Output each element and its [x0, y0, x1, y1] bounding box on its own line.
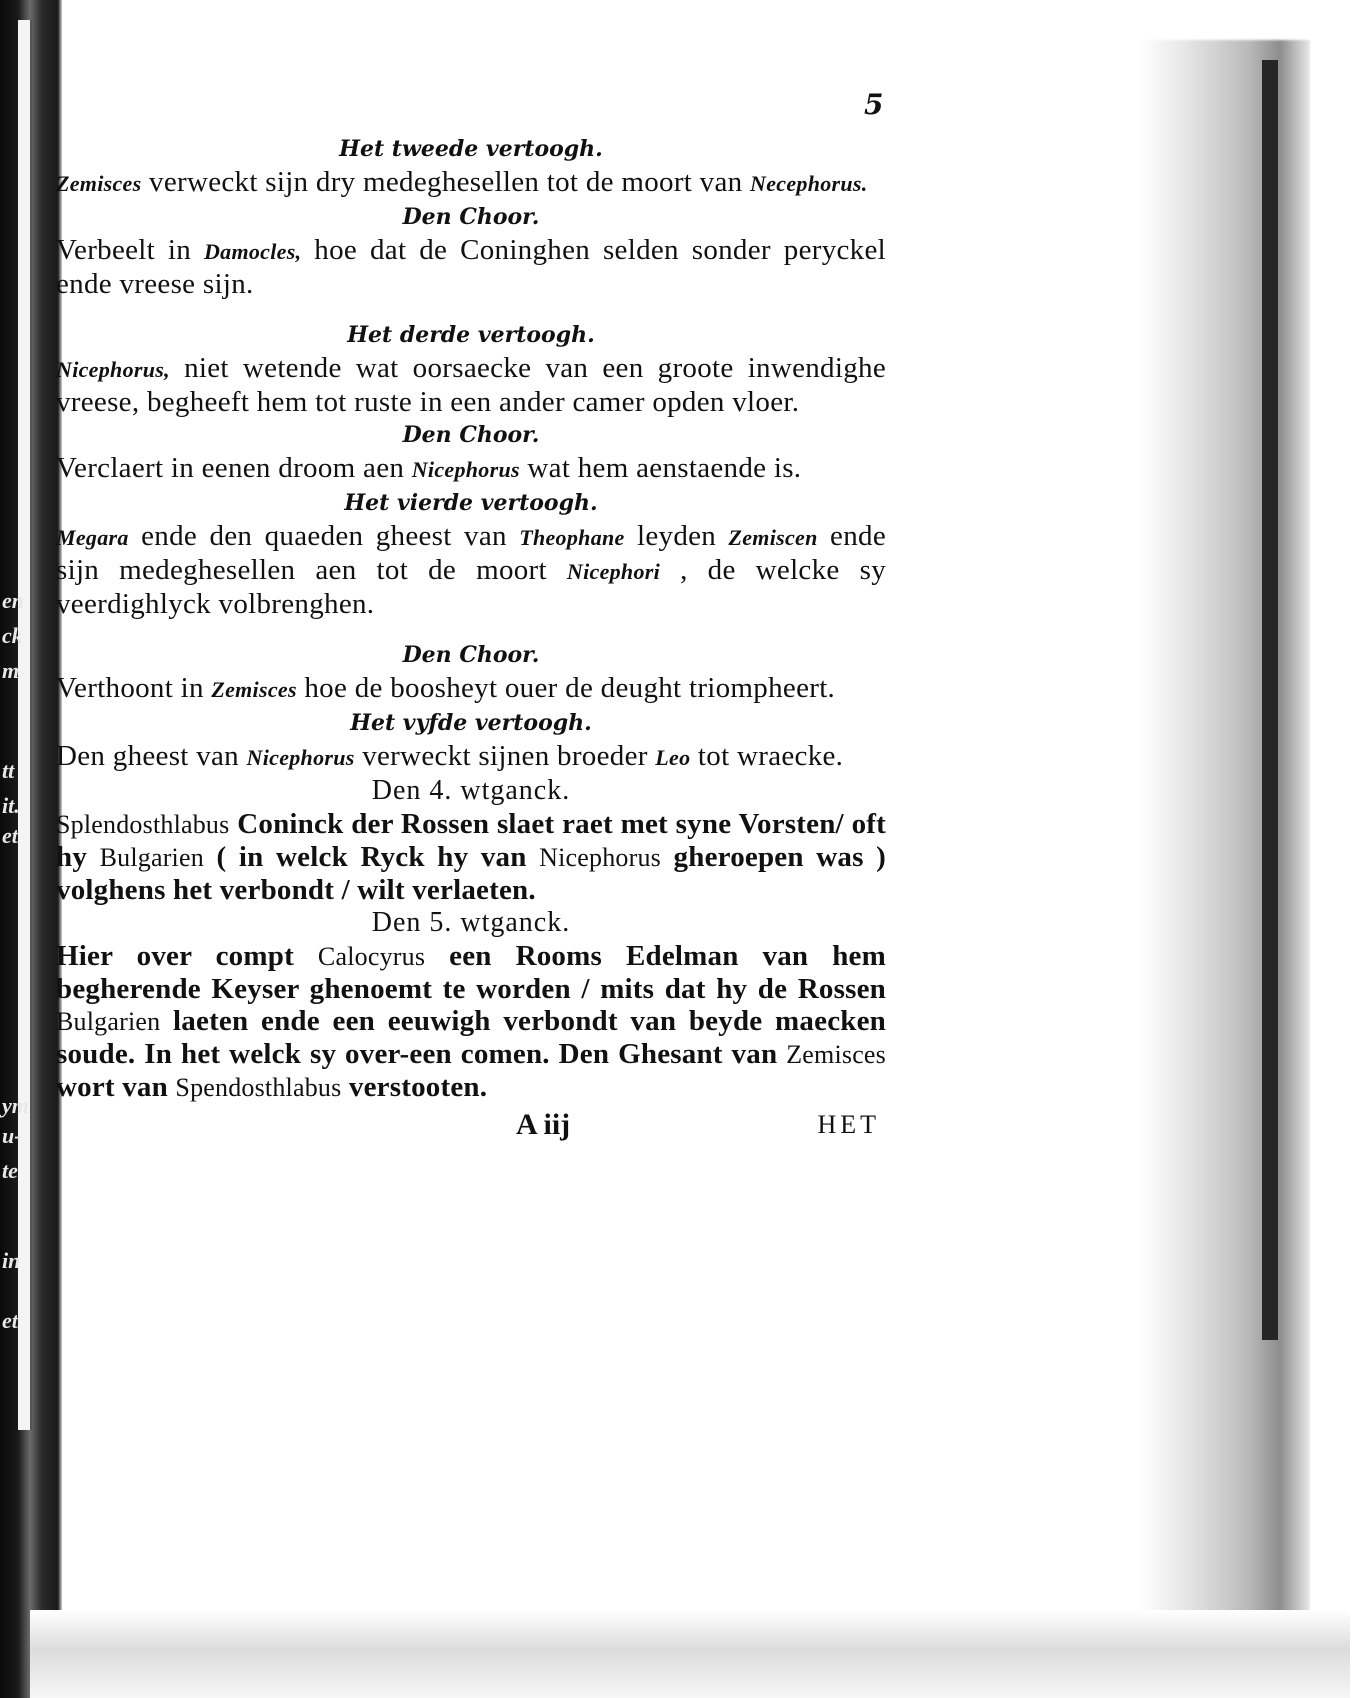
heading-vierde-vertoogh: Het vierde vertoogh. [344, 490, 598, 516]
name-necephorus: Necephorus. [750, 171, 868, 196]
paragraph-vierde-vertoogh [56, 520, 886, 620]
name-bulgarien: Bulgarien [56, 1007, 161, 1036]
facing-page-fragment: ck [2, 623, 23, 648]
paragraph-text: verstooten. [341, 1071, 488, 1103]
name-nicephorus: Nicephorus [411, 457, 520, 482]
paragraph-text: Hier over compt [56, 940, 318, 972]
paragraph-text: Verbeelt in [56, 234, 204, 266]
paragraph-text: leyden [624, 520, 729, 552]
paragraph-4-wtganck [56, 808, 886, 906]
facing-page-fragment: en [2, 588, 24, 613]
name-megara: Megara [56, 525, 129, 550]
heading-tweede-vertoogh: Het tweede vertoogh. [339, 136, 603, 162]
page-footer [56, 1108, 886, 1148]
name-nicephori: Nicephori [566, 559, 661, 584]
name-leo: Leo [655, 745, 691, 770]
name-zemisces: Zemisces [786, 1040, 886, 1069]
paragraph-text: ende den quaeden gheest van [128, 520, 520, 552]
page-edge [1140, 40, 1310, 1640]
paragraph-text: gheroepen was ) volghens het verbondt / wilt verlaeten. [56, 841, 886, 906]
heading-vyfde-vertoogh: Het vyfde vertoogh. [350, 710, 592, 736]
paragraph-choor-1 [56, 234, 886, 300]
facing-page-fragment: et [2, 823, 18, 848]
facing-page-fragment: et [2, 1308, 18, 1333]
paragraph-text: tot wraecke. [690, 740, 844, 772]
paragraph-choor-3 [56, 672, 886, 706]
heading-choor-1: Den Choor. [402, 204, 540, 230]
name-nicephorus: Nicephorus [246, 745, 355, 770]
name-zemisces: Zemisces [211, 677, 297, 702]
paragraph-text: Coninck der Rossen slaet raet met syne Vorsten/ oft hy [56, 808, 886, 873]
paragraph-text: verweckt sijnen broeder [354, 740, 656, 772]
name-bulgarien: Bulgarien [99, 843, 204, 872]
bottom-shadow [30, 1610, 1350, 1698]
facing-page-fragment: m [2, 658, 20, 683]
name-zemiscen: Zemiscen [728, 525, 818, 550]
catchword: HET [817, 1110, 880, 1139]
paragraph-text: een Rooms Edelman van hem begherende Keyser ghenoemt te worden / mits dat hy de Rossen [56, 940, 886, 1005]
heading-4-wtganck: Den 4. wtganck. [371, 775, 571, 806]
page-text [56, 80, 886, 1148]
paragraph-text: Den gheest van [56, 740, 247, 772]
paragraph-text: hoe de boosheyt ouer de deught triompheert. [296, 672, 836, 704]
name-zemisces: Zemisces [56, 171, 142, 196]
heading-choor-3: Den Choor. [402, 642, 540, 668]
name-splendosthlabus: Splendosthlabus [56, 810, 230, 839]
paragraph-text: ende sijn medeghesellen aen tot de moort [56, 520, 887, 586]
paragraph-text: niet wetende wat oorsaecke van een groote inwendighe vreese, begheeft hem tot ruste in een ander camer opden vloer. [56, 352, 886, 418]
page-number: 5 [864, 88, 884, 121]
name-spendosthlabus: Spendosthlabus [175, 1073, 342, 1102]
paragraph-text: , de welcke sy veerdighlyck volbrenghen. [56, 554, 886, 620]
facing-page-fragment: in [2, 1248, 21, 1273]
paragraph-derde-vertoogh [56, 352, 886, 418]
facing-page-fragment: ym [2, 1093, 29, 1118]
paragraph-text: wort van [56, 1071, 176, 1103]
paragraph-text: laeten ende een eeuwigh verbondt van beyde maecken soude. In het welck sy over-een comen. Den Ghesant van [56, 1005, 886, 1070]
page-edge-shadow [1262, 60, 1278, 1340]
heading-5-wtganck: Den 5. wtganck. [371, 907, 571, 938]
paragraph-text: ( in welck Ryck hy van [203, 841, 540, 873]
paragraph-choor-2 [56, 452, 886, 486]
paragraph-tweede-vertoogh [56, 166, 886, 200]
facing-page-fragment: u- [2, 1123, 22, 1148]
paragraph-text: wat hem aenstaende is. [519, 452, 802, 484]
signature-mark: A iij [516, 1108, 571, 1141]
binding-gutter [18, 20, 32, 1430]
facing-page-fragment: te [2, 1158, 18, 1183]
name-nicephorus: Nicephorus [539, 843, 661, 872]
heading-derde-vertoogh: Het derde vertoogh. [347, 322, 595, 348]
paragraph-text: Verclaert in eenen droom aen [56, 452, 412, 484]
paragraph-vyfde-vertoogh [56, 740, 886, 774]
paragraph-text: Verthoont in [56, 672, 212, 704]
paragraph-text: verweckt sijn dry medeghesellen tot de moort van [141, 166, 751, 198]
name-calocyrus: Calocyrus [317, 942, 426, 971]
facing-page-fragment: tt [2, 758, 15, 783]
heading-choor-2: Den Choor. [402, 422, 540, 448]
paragraph-5-wtganck [56, 940, 886, 1104]
paragraph-text: hoe dat de Coninghen selden sonder peryckel ende vreese sijn. [56, 234, 886, 300]
name-damocles: Damocles, [203, 239, 302, 264]
facing-page-fragment: it. [2, 793, 20, 818]
name-theophane: Theophane [519, 525, 625, 550]
name-nicephorus: Nicephorus, [56, 357, 170, 382]
